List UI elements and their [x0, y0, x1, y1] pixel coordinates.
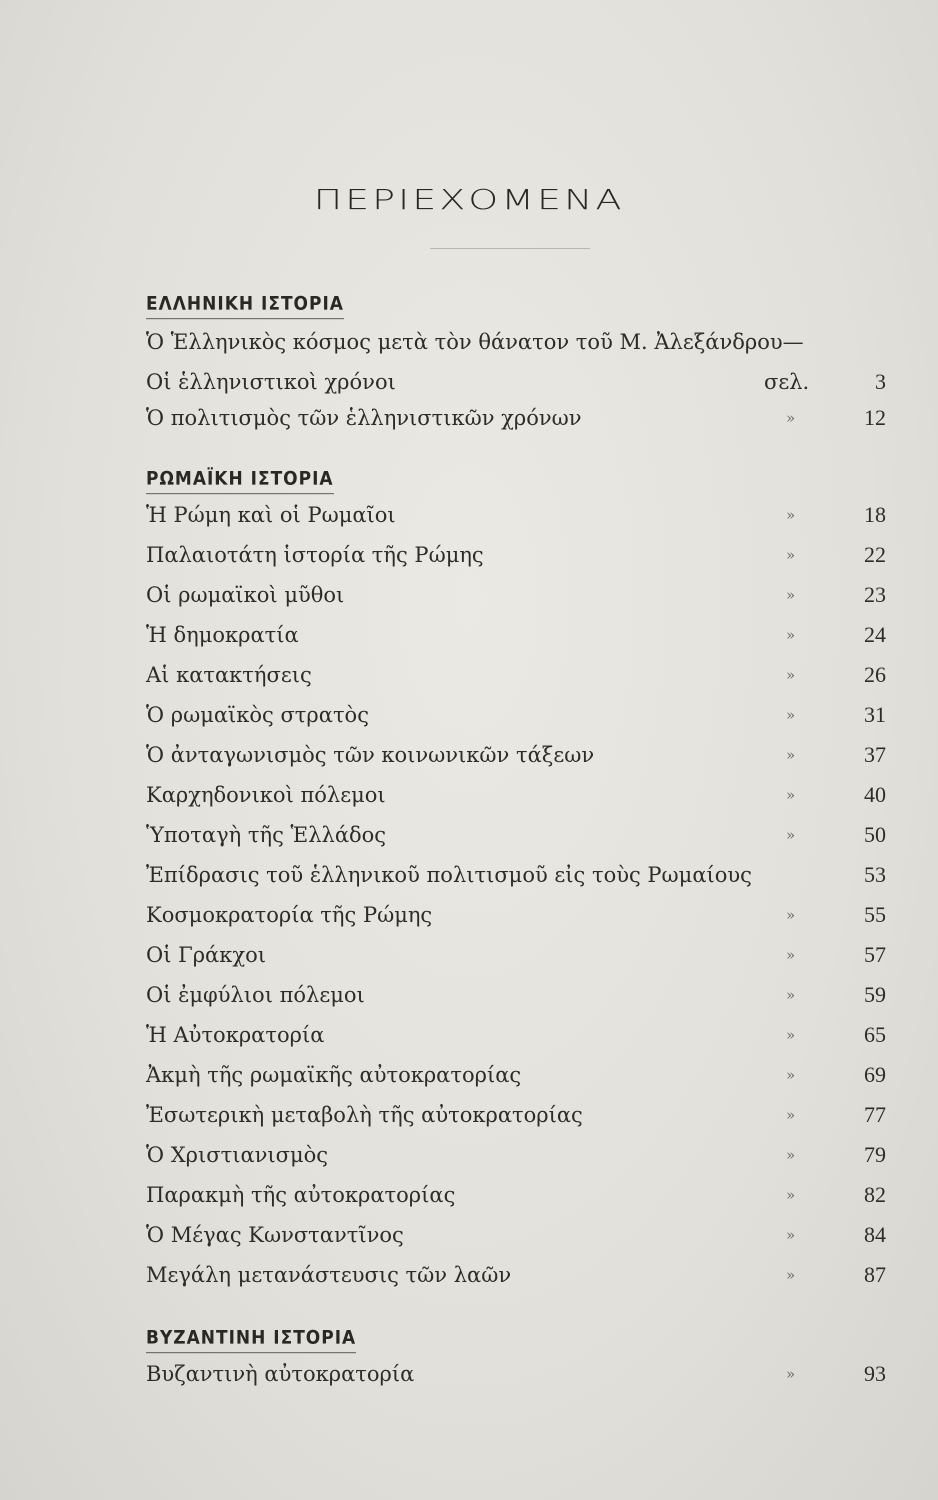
toc-entry-label: Παλαιοτάτη ἱστορία τῆς Ρώμης — [146, 543, 484, 567]
toc-page-number: 55 — [864, 902, 886, 927]
toc-page-number: 31 — [864, 702, 886, 727]
ditto-mark: » — [786, 626, 796, 644]
toc-page-number: 22 — [864, 542, 886, 567]
ditto-mark: » — [786, 906, 796, 924]
toc-entry-label: Οἱ ἑλληνιστικοὶ χρόνοι — [146, 370, 396, 394]
toc-entry — [146, 940, 886, 970]
toc-entry-label: Ὑποταγὴ τῆς Ἑλλάδος — [146, 823, 387, 847]
ditto-mark: » — [786, 746, 796, 764]
toc-page-number: 37 — [864, 742, 886, 767]
toc-entry — [146, 500, 886, 530]
toc-page-number: 24 — [864, 622, 886, 647]
toc-entry-label: Ὁ Ἑλληνικὸς κόσμος μετὰ τὸν θάνατον τοῦ Μ. Ἀλεξάνδρου— — [146, 330, 804, 354]
ditto-mark: » — [786, 546, 796, 564]
toc-entry — [146, 1359, 886, 1389]
toc-entry-label: Ἡ Αὐτοκρατορία — [146, 1023, 325, 1047]
toc-entry — [146, 900, 886, 930]
toc-entry-label: Παρακμὴ τῆς αὐτοκρατορίας — [146, 1183, 456, 1207]
ditto-mark: » — [786, 1026, 796, 1044]
ditto-mark: » — [786, 1365, 796, 1383]
toc-page-number: 23 — [864, 582, 886, 607]
toc-page-number: 84 — [864, 1222, 886, 1247]
toc-entry — [146, 1260, 886, 1290]
toc-entry-label: Ἡ Ρώμη καὶ οἱ Ρωμαῖοι — [146, 503, 396, 527]
toc-entry-label: Κοσμοκρατορία τῆς Ρώμης — [146, 903, 433, 927]
toc-entry — [146, 1220, 886, 1250]
toc-entry-label: Ὁ Χριστιανισμὸς — [146, 1143, 329, 1167]
ditto-mark: » — [786, 666, 796, 684]
toc-entry — [146, 860, 886, 890]
toc-entry-label: Οἱ Γράκχοι — [146, 943, 266, 967]
toc-entry-label: Ἡ δημοκρατία — [146, 623, 299, 647]
toc-page-number: 77 — [864, 1102, 886, 1127]
toc-entry — [146, 367, 886, 397]
toc-page-number: 57 — [864, 942, 886, 967]
toc-entry-label: Καρχηδονικοὶ πόλεμοι — [146, 783, 386, 807]
toc-entry-label: Ὁ πολιτισμὸς τῶν ἑλληνιστικῶν χρόνων — [146, 406, 582, 430]
toc-entry — [146, 403, 886, 433]
toc-entry — [146, 980, 886, 1010]
section-heading-roman: ΡΩΜΑΪΚΗ ΙΣΤΟΡΙΑ — [146, 468, 334, 494]
toc-page-number: 87 — [864, 1262, 886, 1287]
ditto-mark: » — [786, 986, 796, 1004]
toc-page-number: 50 — [864, 822, 886, 847]
toc-page-number: 69 — [864, 1062, 886, 1087]
section-heading-byzantine: ΒΥΖΑΝΤΙΝΗ ΙΣΤΟΡΙΑ — [146, 1327, 356, 1353]
toc-page-number: 79 — [864, 1142, 886, 1167]
toc-entry-label: Ὁ Μέγας Κωνσταντῖνος — [146, 1223, 404, 1247]
toc-entry — [146, 1180, 886, 1210]
toc-page-number: 59 — [864, 982, 886, 1007]
toc-entry-label: Μεγάλη μετανάστευσις τῶν λαῶν — [146, 1263, 512, 1287]
toc-entry-label: Βυζαντινὴ αὐτοκρατορία — [146, 1362, 415, 1386]
toc-entry-label: Ὁ ρωμαϊκὸς στρατὸς — [146, 703, 369, 727]
toc-entry — [146, 327, 886, 357]
ditto-mark: » — [786, 1266, 796, 1284]
ditto-mark: » — [786, 1066, 796, 1084]
toc-entry — [146, 700, 886, 730]
toc-page-number: 12 — [864, 405, 886, 430]
toc-entry — [146, 580, 886, 610]
page-title: ΠΕΡΙΕΧΟΜΕΝΑ — [313, 184, 625, 216]
toc-page-number: 18 — [864, 502, 886, 527]
toc-page-number: 82 — [864, 1182, 886, 1207]
toc-entry — [146, 820, 886, 850]
ditto-mark: » — [786, 946, 796, 964]
section-heading-hellenic: ΕΛΛΗΝΙΚΗ ΙΣΤΟΡΙΑ — [146, 293, 344, 319]
ditto-mark: » — [786, 409, 796, 427]
toc-page-number: 26 — [864, 662, 886, 687]
ditto-mark: » — [786, 1106, 796, 1124]
ditto-mark: » — [786, 706, 796, 724]
ditto-mark: » — [786, 1226, 796, 1244]
toc-entry-label: Οἱ ρωμαϊκοὶ μῦθοι — [146, 583, 345, 607]
toc-page-number: 40 — [864, 782, 886, 807]
toc-page-number: 53 — [864, 862, 886, 887]
toc-entry-label: Ἀκμὴ τῆς ρωμαϊκῆς αὐτοκρατορίας — [146, 1063, 522, 1087]
toc-entry — [146, 660, 886, 690]
toc-entry — [146, 620, 886, 650]
toc-entry — [146, 780, 886, 810]
toc-entry-label: Ὁ ἀνταγωνισμὸς τῶν κοινωνικῶν τάξεων — [146, 743, 595, 767]
ditto-mark: » — [786, 506, 796, 524]
toc-entry-label: Ἐπίδρασις τοῦ ἑλληνικοῦ πολιτισμοῦ εἰς τοὺς Ρωμαίους — [146, 863, 752, 887]
title-rule — [430, 248, 590, 249]
toc-entry-label: Οἱ ἐμφύλιοι πόλεμοι — [146, 983, 365, 1007]
ditto-mark: » — [786, 786, 796, 804]
toc-entry — [146, 1020, 886, 1050]
ditto-mark: » — [786, 826, 796, 844]
ditto-mark: » — [786, 1186, 796, 1204]
ditto-mark: » — [786, 586, 796, 604]
toc-page-number: 3 — [875, 369, 886, 394]
toc-page-number: 93 — [864, 1361, 886, 1386]
ditto-mark: » — [786, 1146, 796, 1164]
toc-entry — [146, 1100, 886, 1130]
page-abbrev: σελ. — [764, 370, 810, 394]
toc-entry-label: Ἐσωτερικὴ μεταβολὴ τῆς αὐτοκρατορίας — [146, 1103, 583, 1127]
toc-entry — [146, 740, 886, 770]
toc-page-number: 65 — [864, 1022, 886, 1047]
toc-entry-label: Αἱ κατακτήσεις — [146, 663, 312, 687]
toc-entry — [146, 540, 886, 570]
toc-entry — [146, 1060, 886, 1090]
toc-entry — [146, 1140, 886, 1170]
